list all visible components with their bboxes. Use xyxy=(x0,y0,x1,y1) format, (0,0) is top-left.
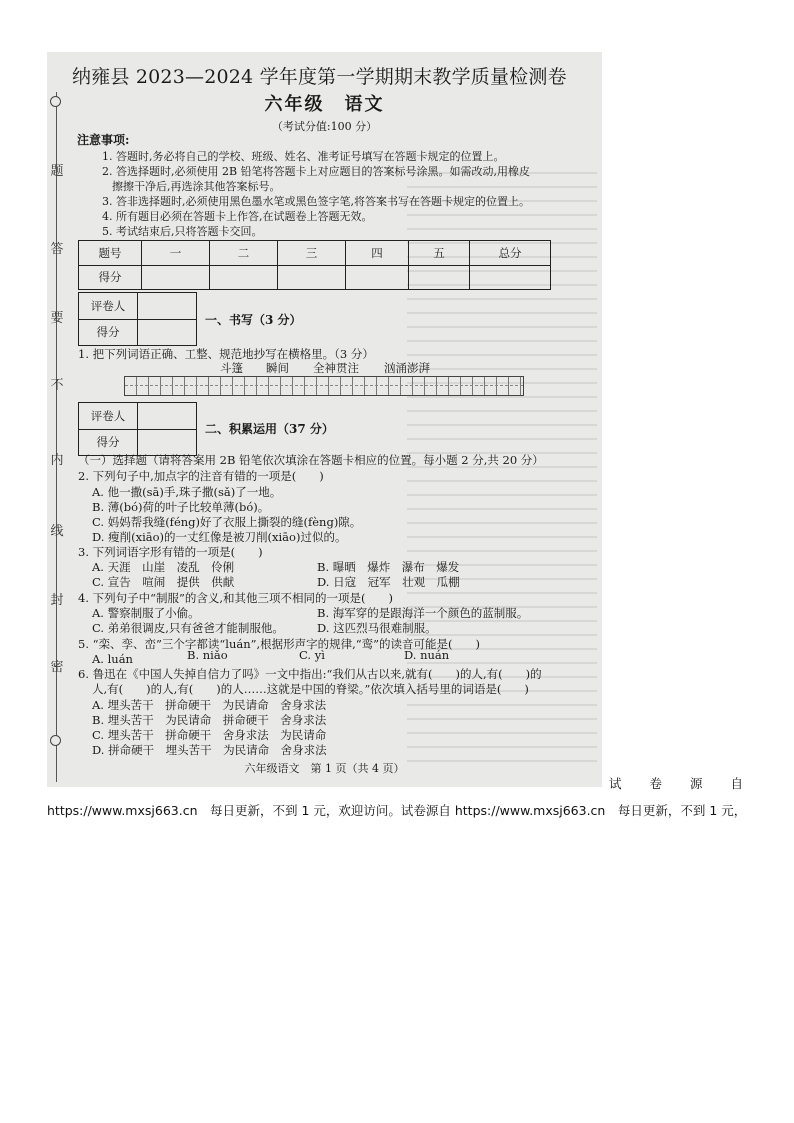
exam-subtitle: 六年级 语文 xyxy=(264,94,385,115)
section-instructions: （一）选择题（请将答案用 2B 铅笔依次填涂在答题卡相应的位置。每小题 2 分,共 20 分） xyxy=(78,453,544,467)
writing-grid xyxy=(124,376,524,396)
score-cell xyxy=(142,265,210,290)
score-table-header: 二 xyxy=(210,241,278,266)
question-stem: 人,有( )的人,有( )的人……这就是中国的脊梁。”依次填入括号里的词语是( ) xyxy=(92,682,529,696)
note-item: 3. 答非选择题时,必须使用黑色墨水笔或黑色签字笔,将答案书写在答题卡规定的位置上。 xyxy=(102,195,530,208)
seal-line xyxy=(56,92,57,782)
seal-char: 封 xyxy=(50,593,64,608)
grader-score-label: 得分 xyxy=(79,319,138,345)
option: B. 埋头苦干 为民请命 拼命硬干 舍身求法 xyxy=(92,713,327,727)
grader-box xyxy=(78,402,197,456)
option: C. 埋头苦干 拼命硬干 舍身求法 为民请命 xyxy=(92,728,327,742)
seal-char: 题 xyxy=(50,164,64,179)
note-item: 5. 考试结束后,只将答题卡交回。 xyxy=(102,225,263,238)
note-item: 2. 答选择题时,必须使用 2B 铅笔将答题卡上对应题目的答案标号涂黑。如需改动,用橡皮 xyxy=(102,165,531,178)
score-note: （考试分值:100 分） xyxy=(271,120,378,133)
score-table xyxy=(78,240,551,290)
score-cell xyxy=(346,265,409,290)
seal-char: 答 xyxy=(50,242,64,257)
note-item: 擦擦干净后,再选涂其他答案标号。 xyxy=(112,180,281,193)
score-table-header: 题号 xyxy=(79,241,142,266)
option: D. 日寇 冠军 壮观 瓜棚 xyxy=(317,575,460,589)
seal-hole xyxy=(50,735,61,746)
copy-word: 全神贯注 xyxy=(313,361,359,375)
seal-char: 不 xyxy=(50,378,64,393)
seal-char: 要 xyxy=(50,311,64,326)
question-stem: 4. 下列句子中“制服”的含义,和其他三项不相同的一项是( ) xyxy=(78,591,394,605)
source-line: https://www.mxsj663.cn 每日更新，不到 1 元，欢迎访问。试卷源自 https://www.mxsj663.cn 每日更新，不到 1 元， xyxy=(47,803,747,818)
option: B. 曝晒 爆炸 瀑布 爆发 xyxy=(317,560,460,574)
note-item: 4. 所有题目必须在答题卡上作答,在试题卷上答题无效。 xyxy=(102,210,373,223)
score-table-row xyxy=(79,265,551,290)
section-title: 一、书写（3 分） xyxy=(205,313,302,327)
score-row-label: 得分 xyxy=(79,265,142,290)
option: D. 瘦削(xiāo)的一丈红像是被刀削(xiāo)过似的。 xyxy=(92,530,347,544)
score-cell xyxy=(409,265,470,290)
source-tag: 试 卷 源 自 xyxy=(608,776,744,791)
question-stem: 3. 下列词语字形有错的一项是( ) xyxy=(78,545,263,559)
copy-word: 瞬间 xyxy=(266,361,289,375)
question-stem: 2. 下列句子中,加点字的注音有错的一项是( ) xyxy=(78,469,324,483)
section-title: 二、积累运用（37 分） xyxy=(205,422,334,436)
score-table-header: 总分 xyxy=(470,241,551,266)
option: D. nuán xyxy=(404,648,450,662)
notes-heading: 注意事项: xyxy=(77,133,130,147)
option: A. 他一撒(sā)手,珠子撒(sǎ)了一地。 xyxy=(92,485,282,499)
note-item: 1. 答题时,务必将自己的学校、班级、姓名、准考证号填写在答题卡规定的位置上。 xyxy=(102,150,505,163)
seal-char: 密 xyxy=(50,660,64,675)
score-cell xyxy=(278,265,346,290)
question-1: 1. 把下列词语正确、工整、规范地抄写在横格里。（3 分） xyxy=(78,347,374,361)
option: C. 弟弟很调皮,只有爸爸才能制服他。 xyxy=(92,621,284,635)
copy-word: 斗篷 xyxy=(220,361,243,375)
option: C. 妈妈帮我缝(féng)好了衣服上撕裂的缝(fèng)隙。 xyxy=(92,515,362,529)
option: D. 拼命硬干 埋头苦干 为民请命 舍身求法 xyxy=(92,743,327,757)
score-table-header: 五 xyxy=(409,241,470,266)
grader-label: 评卷人 xyxy=(79,403,138,429)
option: B. 海军穿的是跟海洋一个颜色的蓝制服。 xyxy=(317,606,529,620)
option: C. yì xyxy=(299,648,325,662)
page-footer: 六年级语文 第 1 页（共 4 页） xyxy=(244,762,405,775)
option: A. 警察制服了小偷。 xyxy=(92,606,200,620)
score-table-header-row xyxy=(79,241,551,266)
option: A. 天涯 山崖 凌乱 伶俐 xyxy=(92,560,235,574)
score-cell xyxy=(210,265,278,290)
option: C. 宣告 喧闹 提供 供献 xyxy=(92,575,235,589)
grader-score-label: 得分 xyxy=(79,429,138,455)
option: A. 埋头苦干 拼命硬干 为民请命 舍身求法 xyxy=(92,698,327,712)
grader-box xyxy=(78,292,197,346)
option: D. 这匹烈马很难制服。 xyxy=(317,621,437,635)
exam-title: 纳雍县 2023—2024 学年度第一学期期末教学质量检测卷 xyxy=(72,66,567,88)
question-stem: 6. 鲁迅在《中国人失掉自信力了吗》一文中指出:“我们从古以来,就有( )的人,有( )的 xyxy=(78,667,542,681)
option: B. 薄(bó)荷的叶子比较单薄(bó)。 xyxy=(92,500,270,514)
grader-label: 评卷人 xyxy=(79,293,138,319)
score-table-header: 四 xyxy=(346,241,409,266)
seal-char: 线 xyxy=(50,524,64,539)
option: A. luán xyxy=(92,652,133,666)
question-stem: 5. “栾、孪、峦”三个字都读“luán”,根据形声字的规律,“鸾”的读音可能是( ) xyxy=(78,637,481,651)
option: B. niǎo xyxy=(187,648,228,662)
copy-word: 汹涌澎湃 xyxy=(384,361,430,375)
seal-char: 内 xyxy=(50,453,64,468)
exam-paper-photo xyxy=(47,52,602,787)
score-cell xyxy=(470,265,551,290)
score-table-header: 三 xyxy=(278,241,346,266)
score-table-header: 一 xyxy=(142,241,210,266)
